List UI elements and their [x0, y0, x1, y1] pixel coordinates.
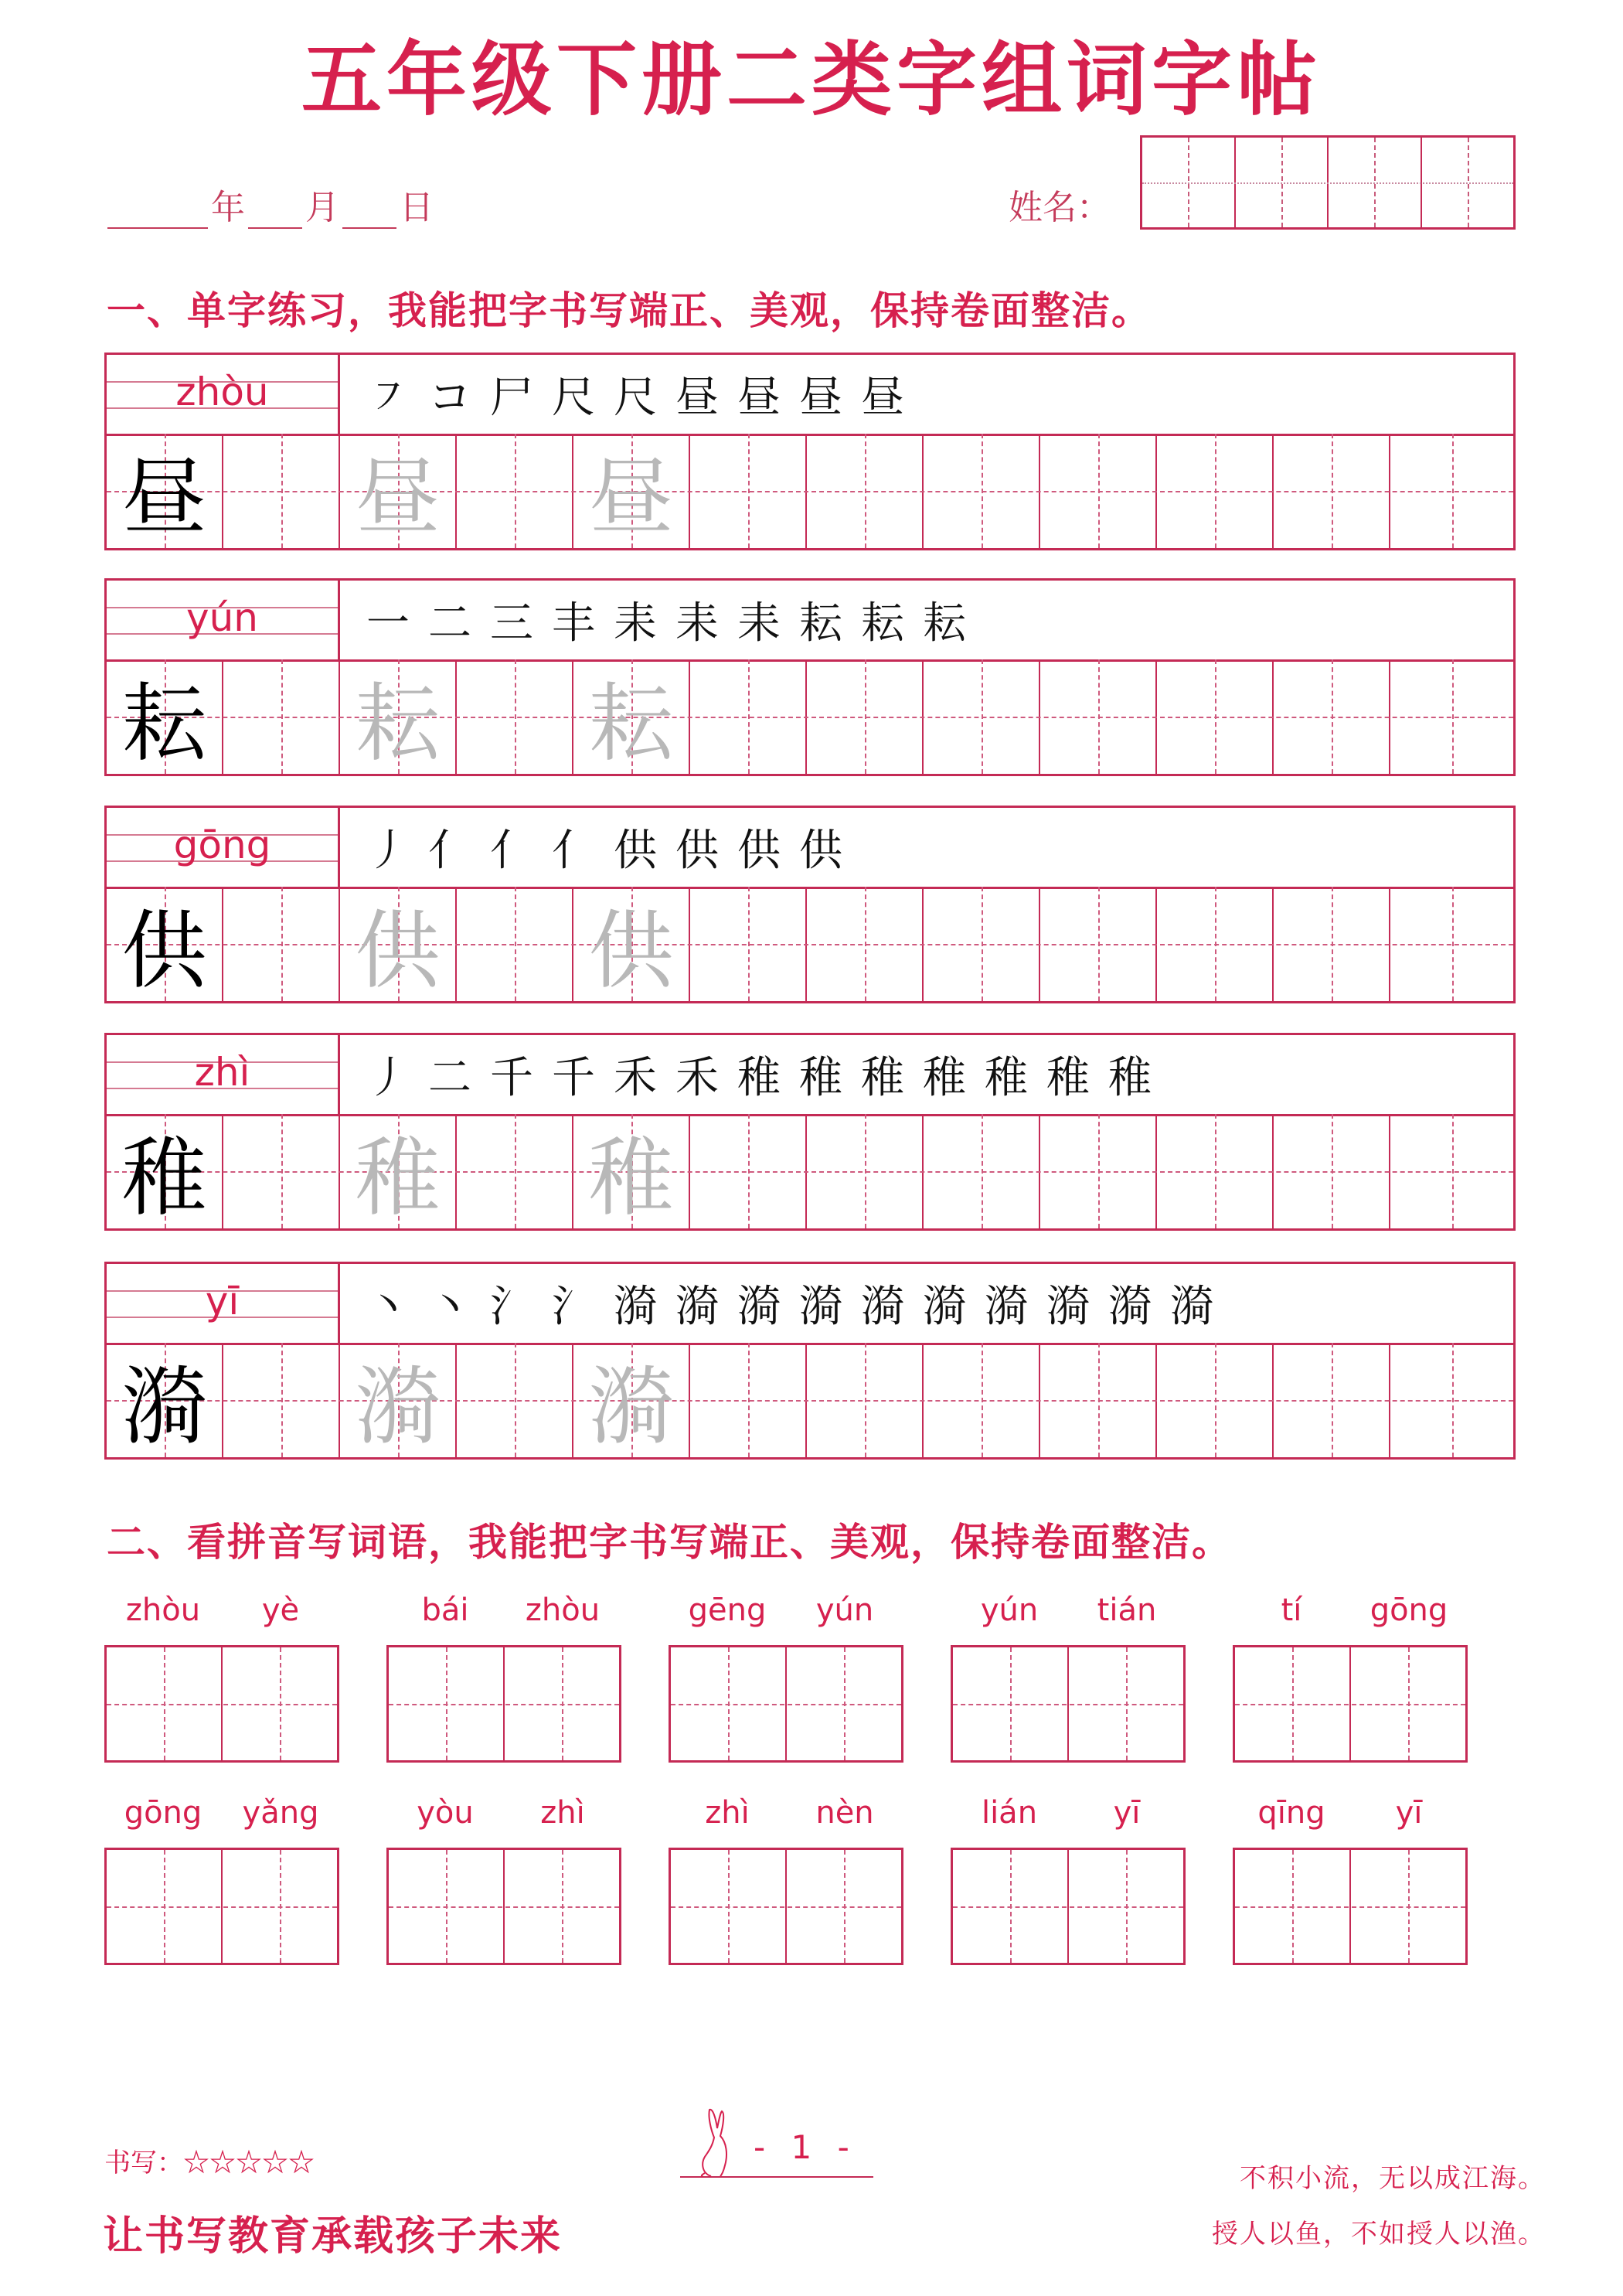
stroke-step: 一 — [366, 598, 410, 649]
writing-cell[interactable] — [924, 434, 1040, 548]
writing-cell[interactable] — [107, 1647, 223, 1760]
stroke-step: 丰 — [552, 598, 595, 649]
stroke-step: 禾 — [675, 1053, 719, 1103]
trace-character: 漪 — [588, 1358, 674, 1456]
word-pinyin — [104, 1593, 339, 1639]
name-cell[interactable] — [1422, 138, 1514, 227]
writing-cell[interactable] — [457, 659, 573, 774]
stroke-step: 尺 — [552, 373, 595, 423]
trace-character: 昼 — [355, 448, 441, 547]
tianzige-grid — [107, 659, 1513, 774]
word-pinyin — [104, 1795, 339, 1841]
writing-cell[interactable] — [671, 1850, 787, 1963]
word-pinyin — [1233, 1593, 1468, 1639]
section2-heading: 二、看拼音写词语，我能把字书写端正、美观，保持卷面整洁。 — [107, 1520, 1232, 1565]
stroke-step: 漪 — [861, 1282, 904, 1332]
character-card — [104, 1262, 1516, 1460]
pinyin-syllable: gōng — [1370, 1593, 1448, 1628]
stroke-order — [340, 581, 1513, 659]
stroke-step: 稚 — [737, 1053, 781, 1103]
pinyin-syllable: zhòu — [125, 1593, 201, 1628]
writing-cell[interactable] — [505, 1850, 619, 1963]
stroke-step: 二 — [428, 598, 471, 649]
character-card — [104, 1033, 1516, 1231]
writing-cell[interactable] — [787, 1850, 901, 1963]
writing-cell[interactable] — [671, 1647, 787, 1760]
quote-line-2: 授人以鱼，不如授人以渔。 — [1212, 2219, 1546, 2250]
writing-cell[interactable] — [1390, 1114, 1513, 1228]
trace-character: 耘 — [588, 674, 674, 773]
pinyin-text: gōng — [173, 823, 271, 867]
stroke-step: 稚 — [985, 1053, 1028, 1103]
stroke-step: 供 — [675, 826, 719, 876]
stroke-step: 尺 — [614, 373, 657, 423]
stroke-step: 昼 — [737, 373, 781, 423]
trace-character: 耘 — [355, 674, 441, 773]
stroke-step: 昼 — [861, 373, 904, 423]
day-label: 日 — [400, 188, 434, 227]
model-character: 耘 — [121, 674, 207, 773]
writing-cell[interactable] — [107, 659, 223, 774]
trace-character: 供 — [588, 901, 674, 1000]
writing-cell[interactable] — [573, 887, 690, 1001]
stroke-step: 漪 — [799, 1282, 842, 1332]
stroke-step: 稚 — [861, 1053, 904, 1103]
writing-cell[interactable] — [107, 434, 223, 548]
stroke-step: 亻 — [428, 826, 471, 876]
date-line — [104, 179, 434, 229]
handwriting-rating: 书写：☆☆☆☆☆ — [104, 2148, 315, 2178]
model-character: 稚 — [121, 1129, 207, 1228]
stroke-step: 供 — [799, 826, 842, 876]
trace-character: 供 — [355, 901, 441, 1000]
writing-cell[interactable] — [340, 1114, 457, 1228]
page-number: - 1 - — [754, 2128, 857, 2166]
stroke-step: 尸 — [490, 373, 533, 423]
word-writing-box — [951, 1848, 1186, 1965]
word-writing-box — [1233, 1848, 1468, 1965]
stroke-step: 供 — [614, 826, 657, 876]
writing-cell[interactable] — [1274, 434, 1390, 548]
stroke-step: 稚 — [799, 1053, 842, 1103]
writing-cell[interactable] — [807, 434, 924, 548]
stroke-step: 稚 — [1046, 1053, 1090, 1103]
pinyin-syllable: zhòu — [525, 1593, 601, 1628]
pinyin-syllable: zhì — [705, 1795, 750, 1831]
writing-cell[interactable] — [457, 1114, 573, 1228]
name-input-grid[interactable] — [1140, 135, 1516, 230]
word-writing-box — [104, 1848, 339, 1965]
writing-cell[interactable] — [340, 434, 457, 548]
page-number-area — [680, 2122, 873, 2178]
pinyin-syllable: tián — [1097, 1593, 1157, 1628]
writing-cell[interactable] — [505, 1647, 619, 1760]
stroke-step: 氵 — [490, 1282, 533, 1332]
writing-cell[interactable] — [1069, 1850, 1183, 1963]
writing-cell[interactable] — [1390, 659, 1513, 774]
pinyin-cell — [107, 808, 340, 887]
pinyin-text: zhì — [194, 1050, 250, 1095]
writing-cell[interactable] — [807, 887, 924, 1001]
trace-character: 稚 — [355, 1129, 441, 1228]
writing-cell[interactable] — [223, 659, 340, 774]
stroke-step: 亻 — [552, 826, 595, 876]
writing-cell[interactable] — [1235, 1850, 1351, 1963]
stroke-step: 昼 — [799, 373, 842, 423]
stroke-order — [340, 1035, 1513, 1114]
quote-line-1: 不积小流，无以成江海。 — [1240, 2163, 1546, 2194]
rabbit-icon — [688, 2107, 750, 2178]
writing-cell[interactable] — [1157, 887, 1274, 1001]
writing-cell[interactable] — [807, 659, 924, 774]
stroke-step: 二 — [428, 1053, 471, 1103]
stroke-step: 丿 — [366, 1053, 410, 1103]
stroke-step: 禾 — [614, 1053, 657, 1103]
writing-cell[interactable] — [107, 1114, 223, 1228]
writing-cell[interactable] — [924, 887, 1040, 1001]
stroke-step: 稚 — [923, 1053, 966, 1103]
word-pinyin — [669, 1795, 903, 1841]
writing-cell[interactable] — [457, 887, 573, 1001]
word-pinyin — [386, 1593, 621, 1639]
stroke-step: 丶 — [428, 1282, 471, 1332]
pinyin-syllable: tí — [1281, 1593, 1302, 1628]
writing-cell[interactable] — [1274, 1343, 1390, 1457]
pinyin-syllable: lián — [981, 1795, 1038, 1831]
writing-cell[interactable] — [1040, 659, 1157, 774]
writing-cell[interactable] — [690, 887, 807, 1001]
stroke-step: 耒 — [737, 598, 781, 649]
word-pinyin — [1233, 1795, 1468, 1841]
tianzige-grid — [107, 887, 1513, 1001]
writing-cell[interactable] — [1390, 434, 1513, 548]
trace-character: 漪 — [355, 1358, 441, 1456]
writing-cell[interactable] — [690, 1343, 807, 1457]
stroke-step: 亻 — [490, 826, 533, 876]
pinyin-syllable: bái — [421, 1593, 469, 1628]
stroke-step: 稚 — [1108, 1053, 1152, 1103]
month-blank[interactable] — [248, 193, 302, 229]
stroke-step: 耒 — [614, 598, 657, 649]
pinyin-text: yún — [186, 595, 258, 640]
stroke-step: 氵 — [552, 1282, 595, 1332]
writing-cell[interactable] — [107, 1343, 223, 1457]
writing-cell[interactable] — [457, 434, 573, 548]
day-blank[interactable] — [342, 193, 396, 229]
stroke-step: 漪 — [1170, 1282, 1213, 1332]
word-writing-box — [104, 1645, 339, 1763]
writing-cell[interactable] — [573, 1343, 690, 1457]
name-cell[interactable] — [1236, 138, 1329, 227]
stroke-step: 昼 — [675, 373, 719, 423]
writing-cell[interactable] — [1351, 1647, 1465, 1760]
writing-cell[interactable] — [223, 1114, 340, 1228]
word-writing-box — [951, 1645, 1186, 1763]
tianzige-grid — [107, 1114, 1513, 1228]
pinyin-syllable: zhì — [540, 1795, 585, 1831]
slogan: 让书写教育承载孩子未来 — [103, 2213, 563, 2260]
word-pinyin — [386, 1795, 621, 1841]
stroke-step: 耘 — [923, 598, 966, 649]
writing-cell[interactable] — [223, 1647, 337, 1760]
writing-cell[interactable] — [1069, 1647, 1183, 1760]
stroke-step: 漪 — [985, 1282, 1028, 1332]
writing-cell[interactable] — [573, 434, 690, 548]
pinyin-syllable: yǎng — [242, 1795, 319, 1831]
writing-cell[interactable] — [1157, 434, 1274, 548]
character-card — [104, 578, 1516, 776]
pinyin-syllable: yún — [980, 1593, 1039, 1628]
stroke-step: 耘 — [799, 598, 842, 649]
writing-cell[interactable] — [1040, 1343, 1157, 1457]
writing-cell[interactable] — [787, 1647, 901, 1760]
writing-cell[interactable] — [457, 1343, 573, 1457]
tianzige-grid — [107, 1343, 1513, 1457]
pinyin-syllable: yī — [1395, 1795, 1423, 1831]
model-character: 供 — [121, 901, 207, 1000]
pinyin-syllable: gēng — [688, 1593, 767, 1628]
pinyin-syllable: nèn — [815, 1795, 874, 1831]
stroke-step: 漪 — [923, 1282, 966, 1332]
writing-cell[interactable] — [107, 887, 223, 1001]
pinyin-syllable: yī — [1113, 1795, 1141, 1831]
writing-cell[interactable] — [1040, 887, 1157, 1001]
word-writing-box — [1233, 1645, 1468, 1763]
card-header — [107, 581, 1513, 662]
writing-cell[interactable] — [953, 1647, 1069, 1760]
stroke-step: 漪 — [737, 1282, 781, 1332]
writing-cell[interactable] — [1040, 1114, 1157, 1228]
stroke-step: 漪 — [1046, 1282, 1090, 1332]
writing-cell[interactable] — [1274, 659, 1390, 774]
model-character: 昼 — [121, 448, 207, 547]
writing-cell[interactable] — [340, 1343, 457, 1457]
writing-cell[interactable] — [924, 1343, 1040, 1457]
stroke-step: 耒 — [675, 598, 719, 649]
stroke-order — [340, 1264, 1513, 1343]
writing-cell[interactable] — [223, 1850, 337, 1963]
writing-cell[interactable] — [690, 434, 807, 548]
name-cell[interactable] — [1329, 138, 1422, 227]
pinyin-syllable: gōng — [124, 1795, 202, 1831]
word-writing-box — [669, 1848, 903, 1965]
stroke-step: 千 — [552, 1053, 595, 1103]
writing-cell[interactable] — [573, 1114, 690, 1228]
name-cell[interactable] — [1142, 138, 1236, 227]
year-blank[interactable] — [107, 193, 208, 229]
writing-cell[interactable] — [1157, 1114, 1274, 1228]
writing-cell[interactable] — [340, 887, 457, 1001]
writing-cell[interactable] — [340, 659, 457, 774]
stroke-step: 漪 — [1108, 1282, 1152, 1332]
writing-cell[interactable] — [1040, 434, 1157, 548]
writing-cell[interactable] — [924, 1114, 1040, 1228]
writing-cell[interactable] — [1235, 1647, 1351, 1760]
year-label: 年 — [211, 188, 245, 227]
name-label: 姓名： — [1009, 188, 1111, 227]
pinyin-text: yī — [205, 1279, 240, 1323]
page-title: 五年级下册二类字组词字帖 — [301, 32, 1322, 127]
card-header — [107, 1035, 1513, 1116]
month-label: 月 — [305, 188, 339, 227]
writing-cell[interactable] — [807, 1343, 924, 1457]
writing-cell[interactable] — [1157, 1343, 1274, 1457]
stroke-step: 供 — [737, 826, 781, 876]
writing-cell[interactable] — [1274, 887, 1390, 1001]
writing-cell[interactable] — [924, 659, 1040, 774]
writing-cell[interactable] — [389, 1647, 505, 1760]
pinyin-syllable: qīng — [1257, 1795, 1325, 1831]
word-writing-box — [386, 1848, 621, 1965]
trace-character: 稚 — [588, 1129, 674, 1228]
character-card — [104, 806, 1516, 1003]
pinyin-cell — [107, 355, 340, 434]
trace-character: 昼 — [588, 448, 674, 547]
writing-cell[interactable] — [690, 659, 807, 774]
pinyin-cell — [107, 581, 340, 659]
writing-cell[interactable] — [107, 1850, 223, 1963]
writing-cell[interactable] — [1390, 1343, 1513, 1457]
tianzige-grid — [107, 434, 1513, 548]
pinyin-syllable: yún — [815, 1593, 874, 1628]
word-pinyin — [951, 1593, 1186, 1639]
writing-cell[interactable] — [389, 1850, 505, 1963]
writing-cell[interactable] — [1351, 1850, 1465, 1963]
writing-cell[interactable] — [1274, 1114, 1390, 1228]
writing-cell[interactable] — [223, 434, 340, 548]
model-character: 漪 — [121, 1358, 207, 1456]
card-header — [107, 808, 1513, 889]
word-writing-box — [386, 1645, 621, 1763]
stroke-step: コ — [428, 373, 471, 423]
writing-cell[interactable] — [953, 1850, 1069, 1963]
character-card — [104, 353, 1516, 550]
pinyin-text: zhòu — [175, 370, 269, 414]
writing-cell[interactable] — [1390, 887, 1513, 1001]
pinyin-syllable: yòu — [417, 1795, 474, 1831]
stroke-step: 漪 — [675, 1282, 719, 1332]
stroke-order — [340, 355, 1513, 434]
stroke-order — [340, 808, 1513, 887]
word-pinyin — [669, 1593, 903, 1639]
writing-cell[interactable] — [223, 1343, 340, 1457]
pinyin-syllable: yè — [261, 1593, 300, 1628]
writing-cell[interactable] — [807, 1114, 924, 1228]
stroke-step: 耘 — [861, 598, 904, 649]
writing-cell[interactable] — [573, 659, 690, 774]
writing-cell[interactable] — [1157, 659, 1274, 774]
word-writing-box — [669, 1645, 903, 1763]
stroke-step: 漪 — [614, 1282, 657, 1332]
stroke-step: 丶 — [366, 1282, 410, 1332]
section1-heading: 一、单字练习，我能把字书写端正、美观，保持卷面整洁。 — [107, 288, 1152, 333]
stroke-step: 千 — [490, 1053, 533, 1103]
stroke-step: ㇇ — [366, 373, 410, 423]
word-pinyin — [951, 1795, 1186, 1841]
stroke-step: 三 — [490, 598, 533, 649]
card-header — [107, 355, 1513, 436]
writing-cell[interactable] — [223, 887, 340, 1001]
writing-cell[interactable] — [690, 1114, 807, 1228]
pinyin-cell — [107, 1035, 340, 1114]
card-header — [107, 1264, 1513, 1345]
stroke-step: 丿 — [366, 826, 410, 876]
pinyin-cell — [107, 1264, 340, 1343]
